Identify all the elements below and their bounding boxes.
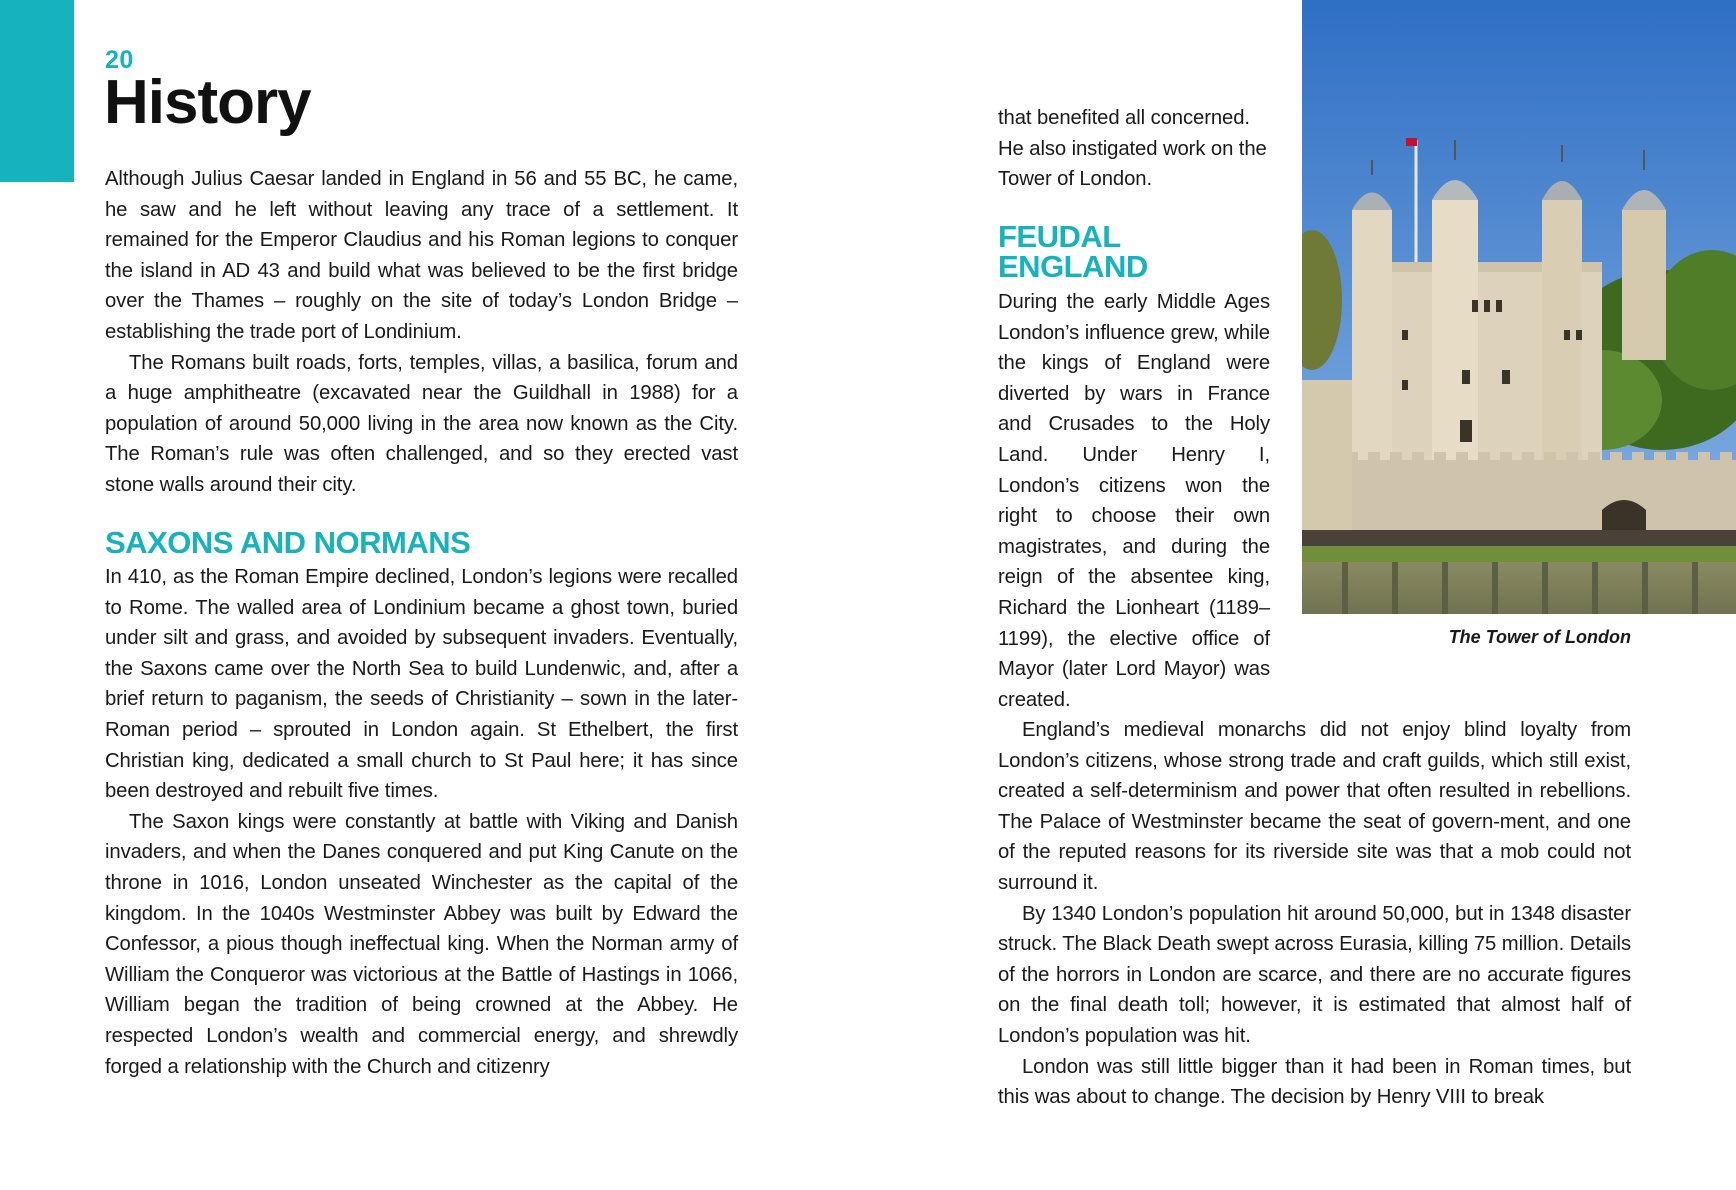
photo-caption: The Tower of London bbox=[1448, 627, 1631, 647]
feudal-paragraph-4: London was still little bigger than it had been in Roman times, but this was about to change. The decision by Henry VIII to break bbox=[998, 1055, 1631, 1109]
saxons-paragraph-2-continued: that benefited all concerned. He also instigated work on the Tower of London. bbox=[998, 107, 1267, 191]
saxons-paragraph-2: The Saxon kings were constantly at battle with Viking and Danish invaders, and when the Danes conquered and put King Canute on the throne in 1016, London unseated Winchester as the capital of the kingdom. In the 1040s Westminster Abbey was built by Edward the Confessor, a pious though ineffectual king. When the Norman army of William the Conqueror was victorious at the Battle of Hastings in 1066, William began the tradition of being crowned at the Abbey. He respected London’s wealth and commercial energy, and shrewdly forged a relationship with the Church and citizenry bbox=[105, 810, 738, 1078]
saxons-paragraph-1: In 410, as the Roman Empire declined, London’s legions were recalled to Rome. The walled area of Londinium became a ghost town, buried under silt and grass, and avoided by subsequent invaders. Eventually, the Saxons came over the North Sea to build Lundenwic, and, after a brief return to paganism, the seeds of Christianity – sown in the later-Roman period – sprouted in London again. St Ethelbert, the first Christian king, dedicated a small church to St Paul here; it has since been destroyed and rebuilt five times. bbox=[105, 566, 738, 803]
feudal-paragraph-1: During the early Middle Ages London’s influence grew, while the kings of England were diverted by wars in France and Crusades to the Holy Land. Under Henry I, London’s citizens won the right to choose their own magistrates, and during the reign of the absentee king, Richard the Lionheart (1189–1199), the elective office of Mayor (later Lord Mayor) was created. bbox=[998, 291, 1270, 711]
feudal-heading-line-2: ENGLAND bbox=[998, 249, 1148, 284]
intro-paragraph-1: Although Julius Caesar landed in England in 56 and 55 BC, he came, he saw and he left without leaving any trace of a settlement. It remained for the Emperor Claudius and his Roman legions to conquer the island in AD 43 and build what was believed to be the first bridge over the Thames – roughly on the site of today’s London Bridge – establishing the trade port of Londinium. bbox=[105, 168, 738, 343]
section-heading-feudal bbox=[998, 219, 1148, 284]
intro-text bbox=[105, 164, 738, 501]
intro-paragraph-2: The Romans built roads, forts, temples, villas, a basilica, forum and a huge amphitheatre (excavated near the Guildhall in 1988) for a population of around 50,000 living in the area now known as the City. The Roman’s rule was often challenged, and so they erected vast stone walls around their city. bbox=[105, 351, 738, 496]
feudal-paragraph-3: By 1340 London’s population hit around 50,000, but in 1348 disaster struck. The Black Death swept across Eurasia, killing 75 million. Details of the horrors in London are scarce, and there are no accurate figures on the final death toll; however, it is estimated that almost half of London’s population was hit. bbox=[998, 902, 1631, 1047]
section-heading-saxons: SAXONS AND NORMANS bbox=[105, 525, 471, 560]
feudal-text-wide bbox=[998, 715, 1631, 1113]
page-title: History bbox=[104, 68, 311, 137]
chapter-tab-bar bbox=[0, 0, 74, 182]
feudal-heading-line-1: FEUDAL bbox=[998, 219, 1121, 254]
page-number: 20 bbox=[105, 46, 134, 74]
saxons-text-continued bbox=[998, 103, 1270, 195]
feudal-paragraph-2: England’s medieval monarchs did not enjoy blind loyalty from London’s citizens, whose strong trade and craft guilds, which still exist, created a self-determinism and power that often resulted in rebellions. The Palace of Westminster became the seat of govern-ment, and one of the reputed reasons for its riverside site was that a mob could not surround it. bbox=[998, 719, 1631, 894]
tower-of-london-photo bbox=[1302, 0, 1736, 614]
saxons-text bbox=[105, 562, 738, 1082]
feudal-text-narrow bbox=[998, 287, 1270, 715]
